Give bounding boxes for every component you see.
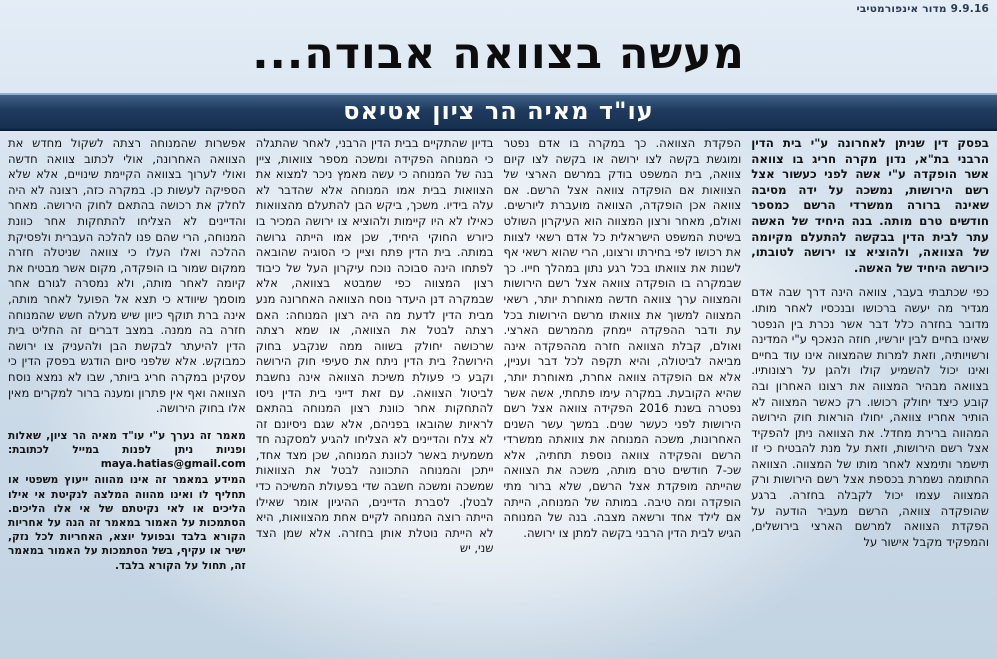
article-columns xyxy=(8,136,989,657)
column-3-text: בדיון שהתקיים בבית הדין הרבני, לאחר שהתגלה כי המנוחה הפקידה ומשכה מספר צוואות, ציין בנה של המנוחה כי עשה מאמץ ניכר למצוא את הצוואות בבית אמו המנוחה אלא שהדבר לא עלה בידיו. משכך, ביקש הבן להתעלם מהצוואות כאילו לא היו קיימות ולהוציא צו ירושה המכיר בו כיורש החוקי היחיד, שכן אמו הייתה גרושה במותה. בית הדין פתח וציין כי הסוגיה שהובאה לפתחו הינה סבוכה נוכח עיקרון העל של כיבוד רצון המצווה כפי שמבטא בצוואה, אלא שבמקרה דנן היעדר נוסח הצוואה האחרונה מנע מבית הדין לדעת מה היה רצון המנוחה: האם רצתה לבטל את הצוואה, או שמא רצתה שרכושה יחולק בשווה ממה שנקבע בחוק הירושה? בית הדין ניתח את סעיפי חוק הירושה וקבע כי פעולת משיכת הצוואה אינה נחשבת לביטול הצוואה. עם זאת דייני בית הדין ניסו להתחקות אחר כוונת רצון המנוחה בהתאם לראיות שהובאו בפניהם, אלא שגם ניסיונם זה לא צלח והדיינים לא הצליחו להגיע למסקנה חד משמעית באשר לכוונת המנוחה, שכן מצד אחד, ייתכן והמנוחה התכוונה לבטל את הצוואות שמשכה ומשכה חשבה שדי בפעולת המשיכה כדי לבטלן. לסברת הדיינים, ההיגיון אומר שאילו הייתה רוצה המנוחה לקיים אחת מהצוואות, היא לא הייתה נוטלת אותן בחזרה. אלא שמן הצד שני, יש xyxy=(255,136,494,556)
issue-date-line: 9.9.16 מדור אינפורמטיבי xyxy=(856,3,989,15)
author-contact-note xyxy=(8,429,246,472)
column-4-text: אפשרות שהמנוחה רצתה לשקול מחדש את הצוואה האחרונה, אולי לכתוב צוואה חדשה ואולי לערוך בצוואה הקיימת שינויים, אלא שלא הספיקה לעשות כן. במקרה כזה, רצונה לא היה לחלק את רכושה בהתאם לחוק הירושה. מאחר והדיינים לא הצליחו להתחקות אחר כוונת המנוחה, הרי שהם פנו להלכה העברית ולפסיקת ההלכה ואלו העלו כי צוואה שניטלה חזרה ממקום שמור בו הופקדה, מקום אשר מבטיח את קיומה לאחר מותה, ולא נמסרה לגורם אחר מוסמך שיוודא כי תצא אל הפועל לאחר מותה, אינה ברת תוקף כיוון שיש מעלה חשש שהמנוחה חזרה בה ממנה. במצב דברים זה החליט בית הדין להיעתר לבקשת הבן ולהעניק צו ירושה כמבוקש. אלא שלפני סיום הודגש בפסק הדין כי עסקינן במקרה חריג ביותר, שבו לא נמצא נוסח הצוואה ואף אין פתרון ומענה ברור למקרים מאין אלו בחוק הירושה. xyxy=(8,136,246,416)
column-2-text: הפקדת הצוואה. כך במקרה בו אדם נפטר ומוגשת בקשה לצו ירושה או בקשה לצו קיום צוואה, בית המשפט בודק במרשם הארצי של הצוואות אם הופקדה צוואה אצל הרשם. אם צוואה אכן הופקדה, הצוואה מועברת ליורשים. ואולם, מאחר ורצון המצווה הוא העיקרון השולט בשיטת המשפט הישראלית כל אדם רשאי לצוות את רכושו לפי בחירתו ורצונו, הרי שהוא רשאי אף לשנות את צוואתו בכל רגע נתון במהלך חייו. כך שבמקרה בו הופקדה צוואה אצל רשם הירושות והמצווה ערך צוואה חדשה מאוחרת יותר, רשאי המצווה למשוך את צוואתו מרשם הירושות בכל עת ודבר ההפקדה יימחק מהמרשם הארצי. ואולם, קבלת הצוואה חזרה מההפקדה אינה מביאה לביטולה, והיא תקפה לכל דבר ועניין, אלא אם הופקדה צוואה אחרת, מאוחרת יותר, שהיא הקובעת. במקרה עימו פתחתי, אשה אשר נפטרה בשנת 2016 הפקידה צוואה אצל רשם הירושות לפני כעשר שנים. במשך עשר השנים האחרונות, משכה המנוחה את צוואתה ממשרדי הרשם והפקידה צוואה נוספת תחתיה, אלא שכ-7 חודשים טרם מותה, משכה את הצוואה שהייתה מופקדת אצל הרשם, שלא ברור מתי הופקדה ומה טיבה. במותה של המנוחה, הייתה אם לילד אחד ורשאה מצבה. בנה של המנוחה הגיש לבית הדין הרבני בקשה למתן צו ירושה. xyxy=(503,136,742,540)
column-1 xyxy=(751,136,989,657)
column-4 xyxy=(8,136,246,657)
legal-disclaimer: המידע במאמר זה אינו מהווה ייעוץ משפטי או תחליף לו ואינו מהווה המלצה לנקיטת אי אילו הליכים או לאי נקיטתם של אי אלו הליכים. הסתמכות על האמור במאמר זה הנה על אחריות הקורא בלבד ובפועל יוצא, האחריות לכל נזק, ישיר או עקיף, בשל הסתמכות על האמור במאמר זה, תחול על הקורא בלבד. xyxy=(8,474,246,572)
masthead xyxy=(0,0,997,22)
column-3 xyxy=(256,136,494,657)
article-headline: מעשה בצוואה אבודה... xyxy=(252,29,745,79)
author-note-text: מאמר זה נערך ע"י עו"ד מאיה הר ציון, שאלות ופניות ניתן לפנות במייל לכתובת: xyxy=(8,429,246,456)
column-2 xyxy=(504,136,742,657)
author-byline: עו"ד מאיה הר ציון אטיאס xyxy=(343,97,654,125)
column-1-text: כפי שכתבתי בעבר, צוואה הינה דרך שבה אדם מגדיר מה יעשה ברכושו ובנכסיו לאחר מותו. מדובר בחזרה כלל דבר אשר נכרת בין הנפטר שאינו בחיים לבין יורשיו, חוזה הנאכף ע"י המדינה ורשויותיה, וזאת למרות שהמצווה אינו עוד בחיים ואינו יכול להשמיע קולו ולהגן על רצונותיו. בצוואה מבהיר המצווה את רצונו האחרון ובה קובע כיצד יחולק רכושו. רק כאשר המצווה לא הותיר אחריו צוואה, יחולו הוראות חוק הירושה המהווה ברירת מחדל. את הצוואה ניתן להפקיד אצל רשם הירושות, וזאת על מנת להבטיח כי זו תישמר ותימצא לאחר מותו של המצווה. הצוואה החתומה נשמרת בכספת אצל רשם הירושות ורק המצווה עצמו יכול לקבלה בחזרה. ברגע שהופקדה צוואה, הרשם מעביר הודעה על הפקדת הצוואה למרשם הארצי בירושלים, והמפקיד מקבל אישור על xyxy=(751,285,989,549)
article-lede: בפסק דין שניתן לאחרונה ע"י בית הדין הרבני בת"א, נדון מקרה חריג בו צוואה אשר הופקדה ע"י אשה לפני כעשור אצל רשם הירושות, נמשכה על ידה מסיבה שאינה ברורה ממשרדי הרשם כמספר חודשים טרם מותה. בנה היחיד של האשה עתר לבית הדין בבקשה להתעלם מקיומה של הצוואה, ולהוציא צו ירושה לטובתו, כיורשה היחיד של האשה. xyxy=(751,136,989,275)
byline-bar xyxy=(0,93,997,131)
author-email-link[interactable]: maya.hatias@gmail.com xyxy=(100,458,246,471)
